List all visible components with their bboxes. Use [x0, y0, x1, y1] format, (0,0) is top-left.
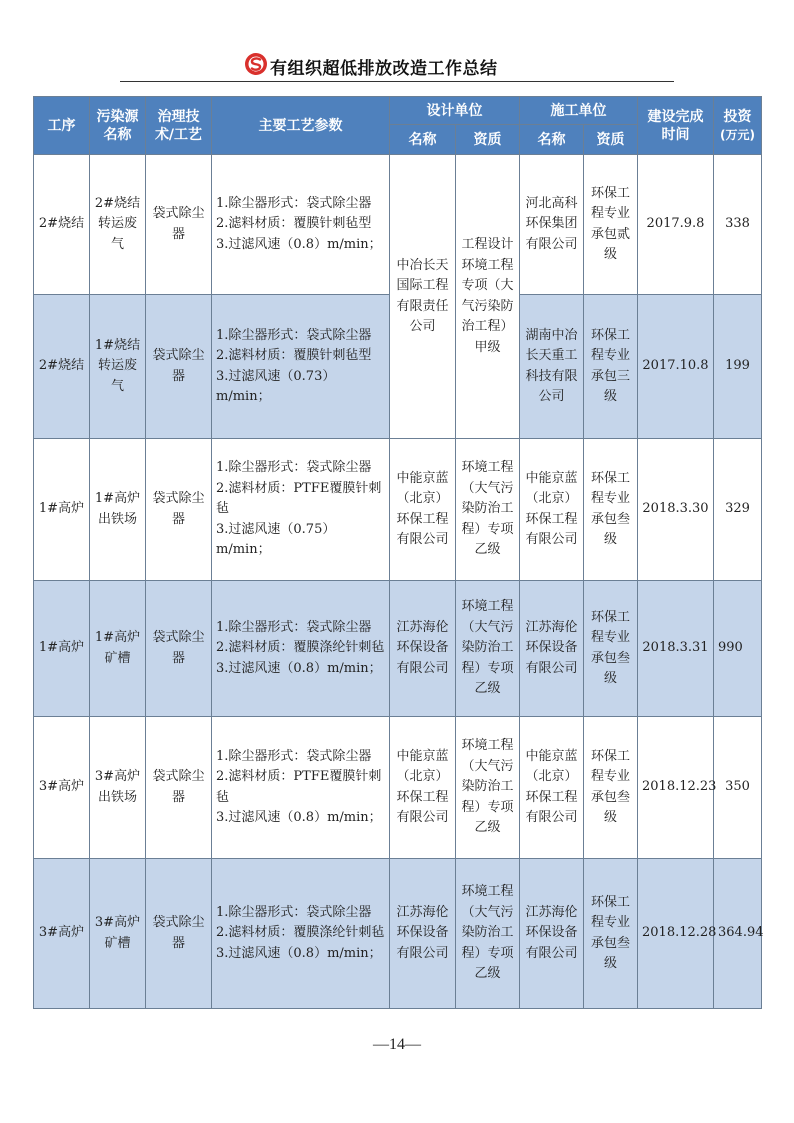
- cell-process: 3#高炉: [34, 859, 90, 1009]
- cell-source: 1#高炉出铁场: [90, 439, 146, 581]
- cell-build-name: 江苏海伦环保设备有限公司: [520, 581, 584, 717]
- cell-design-name: 中能京蓝（北京）环保工程有限公司: [390, 717, 456, 859]
- cell-process: 2#烧结: [34, 155, 90, 295]
- cell-tech: 袋式除尘器: [146, 859, 212, 1009]
- cell-params: 1.除尘器形式：袋式除尘器 2.滤料材质：PTFE覆膜针刺毡 3.过滤风速（0.8）m/min；: [212, 717, 390, 859]
- cell-build-name: 河北高科环保集团有限公司: [520, 155, 584, 295]
- cell-process: 2#烧结: [34, 295, 90, 439]
- cell-date: 2017.10.8: [638, 295, 714, 439]
- cell-params: 1.除尘器形式：袋式除尘器 2.滤料材质：覆膜涤纶针刺毡 3.过滤风速（0.8）m/min；: [212, 859, 390, 1009]
- col-design-name: 名称: [390, 125, 456, 155]
- cell-build-name: 湖南中冶长天重工科技有限公司: [520, 295, 584, 439]
- cell-params: 1.除尘器形式：袋式除尘器 2.滤料材质：覆膜针刺毡型 3.过滤风速（0.8）m/min；: [212, 155, 390, 295]
- cell-tech: 袋式除尘器: [146, 581, 212, 717]
- cell-investment: 990: [714, 581, 762, 717]
- table-row: [34, 717, 762, 859]
- col-investment: 投资 (万元): [714, 97, 762, 155]
- page-number: —14—: [373, 1036, 421, 1053]
- cell-tech: 袋式除尘器: [146, 717, 212, 859]
- cell-design-qualification: 工程设计环境工程专项（大气污染防治工程）甲级: [456, 155, 520, 439]
- cell-investment: 329: [714, 439, 762, 581]
- table-row: [34, 155, 762, 295]
- cell-design-name: 中能京蓝（北京）环保工程有限公司: [390, 439, 456, 581]
- cell-design-name: 中冶长天国际工程有限责任公司: [390, 155, 456, 439]
- cell-source: 2#烧结转运废气: [90, 155, 146, 295]
- cell-source: 3#高炉出铁场: [90, 717, 146, 859]
- cell-build-qualification: 环保工程专业承包叁级: [584, 439, 638, 581]
- cell-date: 2017.9.8: [638, 155, 714, 295]
- table-row: [34, 439, 762, 581]
- cell-design-qualification: 环境工程（大气污染防治工程）专项乙级: [456, 717, 520, 859]
- cell-params: 1.除尘器形式：袋式除尘器 2.滤料材质：PTFE覆膜针刺毡 3.过滤风速（0.75）m/min；: [212, 439, 390, 581]
- col-params: 主要工艺参数: [212, 97, 390, 155]
- cell-investment: 338: [714, 155, 762, 295]
- cell-build-qualification: 环保工程专业承包三级: [584, 295, 638, 439]
- cell-build-qualification: 环保工程专业承包叁级: [584, 581, 638, 717]
- cell-investment: 199: [714, 295, 762, 439]
- cell-tech: 袋式除尘器: [146, 155, 212, 295]
- cell-tech: 袋式除尘器: [146, 439, 212, 581]
- page-header: [120, 50, 674, 82]
- cell-source: 1#烧结转运废气: [90, 295, 146, 439]
- cell-build-name: 中能京蓝（北京）环保工程有限公司: [520, 717, 584, 859]
- cell-process: 1#高炉: [34, 581, 90, 717]
- cell-source: 1#高炉矿槽: [90, 581, 146, 717]
- cell-params: 1.除尘器形式：袋式除尘器 2.滤料材质：覆膜涤纶针刺毡 3.过滤风速（0.8）m/min；: [212, 581, 390, 717]
- page-title: 有组织超低排放改造工作总结: [270, 59, 498, 79]
- col-process: 工序: [34, 97, 90, 155]
- col-pollution-source: 污染源名称: [90, 97, 146, 155]
- cell-design-qualification: 环境工程（大气污染防治工程）专项乙级: [456, 581, 520, 717]
- col-construction-qualification: 资质: [584, 125, 638, 155]
- project-table: [33, 96, 762, 1009]
- col-treatment: 治理技术/工艺: [146, 97, 212, 155]
- cell-build-name: 江苏海伦环保设备有限公司: [520, 859, 584, 1009]
- table-row: [34, 581, 762, 717]
- table-row: [34, 859, 762, 1009]
- company-logo-icon: [244, 52, 268, 76]
- cell-build-qualification: 环保工程专业承包叁级: [584, 859, 638, 1009]
- cell-date: 2018.3.30: [638, 439, 714, 581]
- cell-build-name: 中能京蓝（北京）环保工程有限公司: [520, 439, 584, 581]
- cell-process: 1#高炉: [34, 439, 90, 581]
- col-construction-name: 名称: [520, 125, 584, 155]
- col-design-qualification: 资质: [456, 125, 520, 155]
- cell-design-name: 江苏海伦环保设备有限公司: [390, 859, 456, 1009]
- cell-build-qualification: 环保工程专业承包贰级: [584, 155, 638, 295]
- cell-design-qualification: 环境工程（大气污染防治工程）专项乙级: [456, 439, 520, 581]
- col-completion-time: 建设完成时间: [638, 97, 714, 155]
- cell-params: 1.除尘器形式：袋式除尘器 2.滤料材质：覆膜针刺毡型 3.过滤风速（0.73）m/min；: [212, 295, 390, 439]
- cell-date: 2018.12.28: [638, 859, 714, 1009]
- cell-investment: 350: [714, 717, 762, 859]
- cell-date: 2018.3.31: [638, 581, 714, 717]
- cell-design-qualification: 环境工程（大气污染防治工程）专项乙级: [456, 859, 520, 1009]
- cell-tech: 袋式除尘器: [146, 295, 212, 439]
- cell-date: 2018.12.23: [638, 717, 714, 859]
- col-construction-unit: 施工单位: [520, 97, 638, 125]
- cell-design-name: 江苏海伦环保设备有限公司: [390, 581, 456, 717]
- cell-process: 3#高炉: [34, 717, 90, 859]
- table-header: [34, 97, 762, 155]
- cell-build-qualification: 环保工程专业承包叁级: [584, 717, 638, 859]
- cell-source: 3#高炉矿槽: [90, 859, 146, 1009]
- cell-investment: 364.94: [714, 859, 762, 1009]
- col-design-unit: 设计单位: [390, 97, 520, 125]
